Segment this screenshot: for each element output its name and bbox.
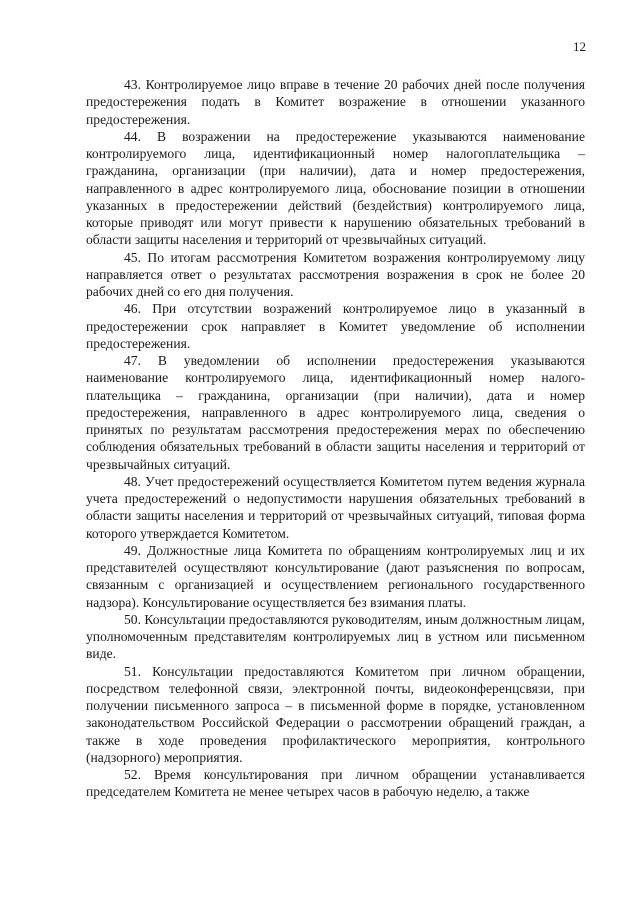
paragraph-46: 46. При отсутствии возражений контролируемое лицо в указанный в предостережении срок направляет в Комитет уведомление об исполнении предостережения. — [86, 301, 585, 351]
paragraph-49: 49. Должностные лица Комитета по обращениям контролируемых лиц и их представителей осуществляют консультирование (дают разъяснения по вопросам, связанным с организацией и осуществлением регионального государственного надзора). Консультирование осуществляется без взимания платы. — [86, 542, 585, 610]
paragraph-48: 48. Учет предостережений осуществляется Комитетом путем ведения журнала учета предостережений о недопустимости нарушения обязательных требований в области защиты населения и территорий от чрезвычайных ситуаций, типовая форма которого утверждается Комитетом. — [86, 473, 585, 541]
paragraph-50: 50. Консультации предоставляются руководителям, иным должностным лицам, уполномоченным представителям контролируемых лиц в устном или письменном виде. — [86, 611, 585, 662]
paragraph-44: 44. В возражении на предостережение указываются наименование контролируемого лица, идентификационный номер налогоплательщика – гражданина, организации (при наличии), дата и номер предостережения, направленного в адрес контролируемого лица, обоснование позиции в отношении указанных в предостережении действий (бездействия) контролируемого лица, которые приводят или могут привести к нарушению обязательных требований в области защиты населения и территорий от чрезвычайных ситуаций. — [86, 128, 585, 248]
page-number: 12 — [573, 39, 586, 54]
paragraph-52: 52. Время консультирования при личном обращении устанавливается председателем Комитета не менее четырех часов в рабочую неделю, а также — [86, 767, 585, 800]
paragraph-51: 51. Консультации предоставляются Комитетом при личном обращении, посредством телефонной связи, электронной почты, видеоконференцсвязи, при получении письменного запроса – в письменной форме в порядке, установленном законодательством Российской Федерации о рассмотрении обращений граждан, а также в ходе проведения профилактического мероприятия, контрольного (надзорного) мероприятия. — [86, 663, 585, 765]
paragraph-47: 47. В уведомлении об исполнении предостережения указываются наименование контролируемого лица, идентификационный номер налогоплательщика – гражданина, организации (при наличии), дата и номер предостережения, направленного в адрес контролируемого лица, сведения о принятых по результатам рассмотрения предостережения мерах по обеспечению соблюдения обязательных требований в области защиты населения и территорий от чрезвычайных ситуаций. — [86, 353, 585, 472]
paragraph-43: 43. Контролируемое лицо вправе в течение 20 рабочих дней после получения предостережения подать в Комитет возражение в отношении указанного предостережения. — [86, 77, 585, 127]
paragraph-45: 45. По итогам рассмотрения Комитетом возражения контролируемому лицу направляется ответ о результатах рассмотрения возражения в срок не более 20 рабочих дней со его дня получения. — [86, 249, 585, 299]
document-body — [86, 76, 585, 801]
